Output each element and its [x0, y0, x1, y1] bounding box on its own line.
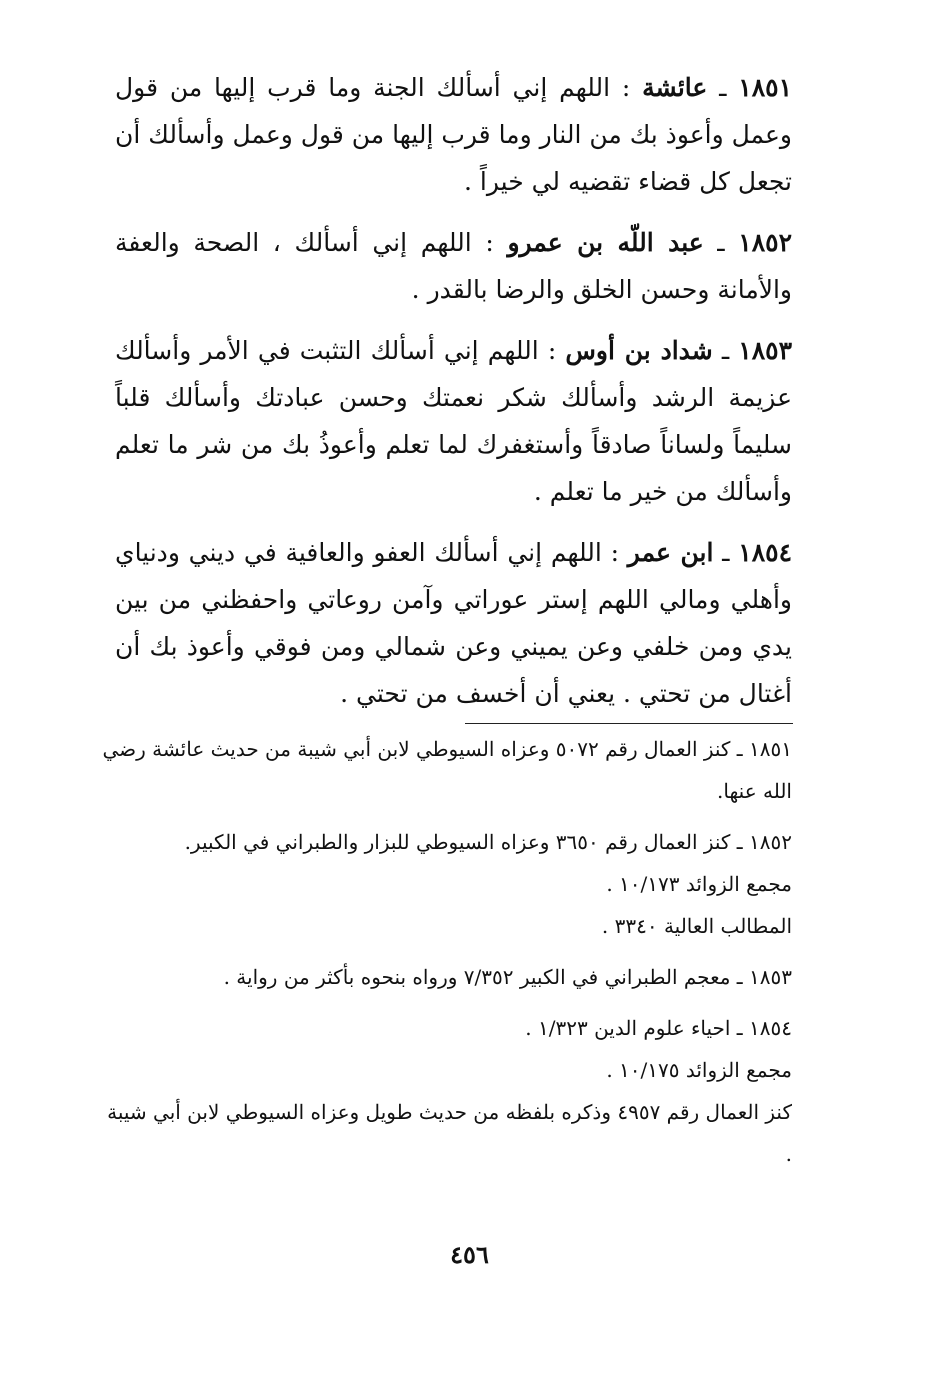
footnote-line: ١٨٥١ ـ كنز العمال رقم ٥٠٧٢ وعزاه السيوطي لابن أبي شيبة من حديث عائشة رضي الله عنها.	[102, 737, 792, 803]
hadith-1852: ١٨٥٢ ـ عبد اللّه بن عمرو : اللهم إني أسألك ، الصحة والعفة والأمانة وحسن الخلق والرضا بالقدر .	[115, 228, 792, 304]
hadith-1853: ١٨٥٣ ـ شداد بن أوس : اللهم إني أسألك التثبت في الأمر وأسألك عزيمة الرشد وأسألك شكر نعمتك وحسن عبادتك وأسألك قلباً سليماً ولساناً صادقاً وأستغفرك لما تعلم وأعوذُ بك من شر ما تعلم وأسألك من خير ما تعلم .	[115, 336, 792, 506]
hadith-1854: ١٨٥٤ ـ ابن عمر : اللهم إني أسألك العفو والعافية في ديني ودنياي وأهلي ومالي اللهم إستر عوراتي وآمن روعاتي واحفظني من بين يدي ومن خلفي وعن يميني وعن شمالي ومن فوقي وأعوذ بك أن أغتال من تحتي . يعني أن أخسف من تحتي .	[115, 538, 792, 708]
narrator-name: عبد اللّه بن عمرو	[507, 228, 704, 257]
narrator-name: عائشة	[642, 73, 708, 102]
footnotes	[100, 728, 792, 1184]
hadith-number: ١٨٥٣	[738, 336, 792, 365]
narrator-name: شداد بن أوس	[565, 336, 713, 365]
footnote-line: المطالب العالية ٣٣٤٠ .	[601, 914, 792, 938]
hadith-text: اللهم إني أسألك التثبت في الأمر وأسألك عزيمة الرشد وأسألك شكر نعمتك وحسن عبادتك وأسألك قلباً سليماً ولساناً صادقاً وأستغفرك لما تعلم وأعوذُ بك من شر ما تعلم وأسألك من خير ما تعلم .	[115, 336, 792, 506]
hadith-number: ١٨٥١	[738, 73, 792, 102]
hadith-list	[115, 64, 792, 731]
footnote-line: ١٨٥٣ ـ معجم الطبراني في الكبير ٧/٣٥٢ ورواه بنحوه بأكثر من رواية .	[223, 965, 792, 989]
footnote-1852	[100, 821, 792, 947]
footnote-line: ١٨٥٢ ـ كنز العمال رقم ٣٦٥٠ وعزاه السيوطي للبزار والطبراني في الكبير.	[184, 830, 792, 854]
hadith-number: ١٨٥٢	[738, 228, 792, 257]
footnote-1853	[100, 956, 792, 998]
footnote-1854	[100, 1007, 792, 1175]
hadith-1851: ١٨٥١ ـ عائشة : اللهم إني أسألك الجنة وما قرب إليها من قول وعمل وأعوذ بك من النار وما قرب إليها من قول وعمل وأسألك أن تجعل كل قضاء تقضيه لي خيراً .	[115, 73, 792, 196]
hadith-number: ١٨٥٤	[738, 538, 792, 567]
hadith-text: اللهم إني أسألك الجنة وما قرب إليها من قول وعمل وأعوذ بك من النار وما قرب إليها من قول وعمل وأسألك أن تجعل كل قضاء تقضيه لي خيراً .	[115, 73, 792, 196]
hadith-text: اللهم إني أسألك ، الصحة والعفة والأمانة وحسن الخلق والرضا بالقدر .	[115, 228, 792, 304]
footnote-line: كنز العمال رقم ٤٩٥٧ وذكره بلفظه من حديث طويل وعزاه السيوطي لابن أبي شيبة .	[107, 1100, 792, 1166]
footnote-line: مجمع الزوائد ١٠/١٧٣ .	[606, 872, 792, 896]
footnote-line: مجمع الزوائد ١٠/١٧٥ .	[606, 1058, 792, 1082]
footnote-divider	[465, 723, 793, 724]
page-number: ٤٥٦	[450, 1240, 489, 1269]
narrator-name: ابن عمر	[627, 538, 714, 567]
footnote-1851	[100, 728, 792, 812]
footnote-line: ١٨٥٤ ـ احياء علوم الدين ١/٣٢٣ .	[525, 1016, 792, 1040]
hadith-text: اللهم إني أسألك العفو والعافية في ديني ودنياي وأهلي ومالي اللهم إستر عوراتي وآمن روعاتي واحفظني من بين يدي ومن خلفي وعن يميني وعن شمالي ومن فوقي وأعوذ بك أن أغتال من تحتي . يعني أن أخسف من تحتي .	[115, 538, 792, 708]
